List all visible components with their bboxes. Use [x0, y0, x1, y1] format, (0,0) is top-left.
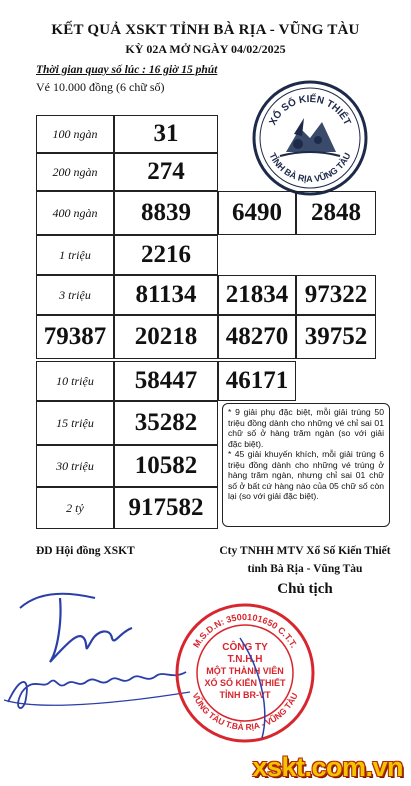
prize-label-30m: 30 triệu [36, 445, 114, 487]
prize-number-3m-7: 39752 [296, 315, 376, 359]
prize-number-1m: 2216 [114, 235, 218, 275]
prize-notes [222, 403, 390, 527]
prize-number-100k: 31 [114, 115, 218, 153]
logo-text-bottom: TỈNH BÀ RỊA VŨNG TÀU [267, 151, 353, 185]
council-signature-title: ĐD Hội đồng XSKT [36, 545, 135, 557]
chairman-title: Chủ tịch [277, 581, 333, 597]
draw-time: Thời gian quay số lúc : 16 giờ 15 phút [36, 64, 218, 76]
note-encouragement: * 45 giải khuyến khích, mỗi giải trúng 6 triệu đồng dành cho những vé trúng ở hàng trăm ngàn, nhưng chỉ sai 01 chữ số ở bất cứ hàng nào của 05 chữ số còn lại (so với giải đặc biệt). [228, 449, 384, 501]
note-consolation: * 9 giải phụ đặc biệt, mỗi giải trúng 50 triệu đồng dành cho những vé chỉ sai 01 chữ số ở hàng trăm ngàn (so với giải đặc biệt). [228, 407, 384, 449]
site-watermark: xskt.com.vn [252, 752, 403, 782]
stamp-line-1: CÔNG TY [222, 642, 268, 653]
prize-label-15m: 15 triệu [36, 401, 114, 445]
logo-text-top: XỔ SỐ KIẾN THIẾT [267, 93, 353, 128]
prize-number-3m-6: 48270 [218, 315, 296, 359]
prize-number-3m-2: 21834 [218, 275, 296, 315]
prize-number-3m-3: 97322 [296, 275, 376, 315]
prize-label-3m: 3 triệu [36, 275, 114, 315]
stamp-line-2: T.N.H.H [227, 654, 263, 665]
prize-number-200k: 274 [114, 153, 218, 191]
prize-label-100k: 100 ngàn [36, 115, 114, 153]
stamp-line-5: TỈNH BR-VT [219, 690, 271, 700]
stamp-line-4: XỔ SỐ KIẾN THIẾT [204, 678, 286, 688]
prize-number-3m-1: 81134 [114, 275, 218, 315]
company-name: Cty TNHH MTV Xổ Số Kiến Thiết [219, 545, 391, 557]
prize-number-3m-5: 20218 [114, 315, 218, 359]
prize-label-10m: 10 triệu [36, 361, 114, 401]
prize-number-30m: 10582 [114, 445, 218, 487]
prize-number-15m: 35282 [114, 401, 218, 445]
prize-number-3m-4: 79387 [36, 315, 114, 359]
prize-label-2b: 2 tỷ [36, 487, 114, 529]
prize-number-400k-1: 8839 [114, 191, 218, 235]
prize-number-400k-3: 2848 [296, 191, 376, 235]
prize-number-special: 917582 [114, 487, 218, 529]
company-province: tỉnh Bà Rịa - Vũng Tàu [247, 563, 363, 575]
prize-number-400k-2: 6490 [218, 191, 296, 235]
ticket-price: Vé 10.000 đồng (6 chữ số) [36, 80, 165, 94]
prize-label-1m: 1 triệu [36, 235, 114, 275]
lottery-company-logo-icon [250, 78, 370, 198]
company-seal-stamp-icon [170, 598, 320, 748]
stamp-outer-text: M.S.D.N: 3500101650 C.T.T. [191, 611, 300, 650]
draw-issue: KỲ 02A MỞ NGÀY 04/02/2025 [125, 42, 286, 56]
stamp-bottom-text: VŨNG TÀU T.BÀ RỊA - VŨNG TÀU [190, 691, 300, 733]
prize-label-200k: 200 ngàn [36, 153, 114, 191]
prize-number-10m-2: 46171 [218, 361, 296, 401]
page-title: KẾT QUẢ XSKT TỈNH BÀ RỊA - VŨNG TÀU [51, 22, 360, 38]
stamp-line-3: MỘT THÀNH VIÊN [206, 666, 284, 676]
prize-number-10m-1: 58447 [114, 361, 218, 401]
prize-label-400k: 400 ngàn [36, 191, 114, 235]
